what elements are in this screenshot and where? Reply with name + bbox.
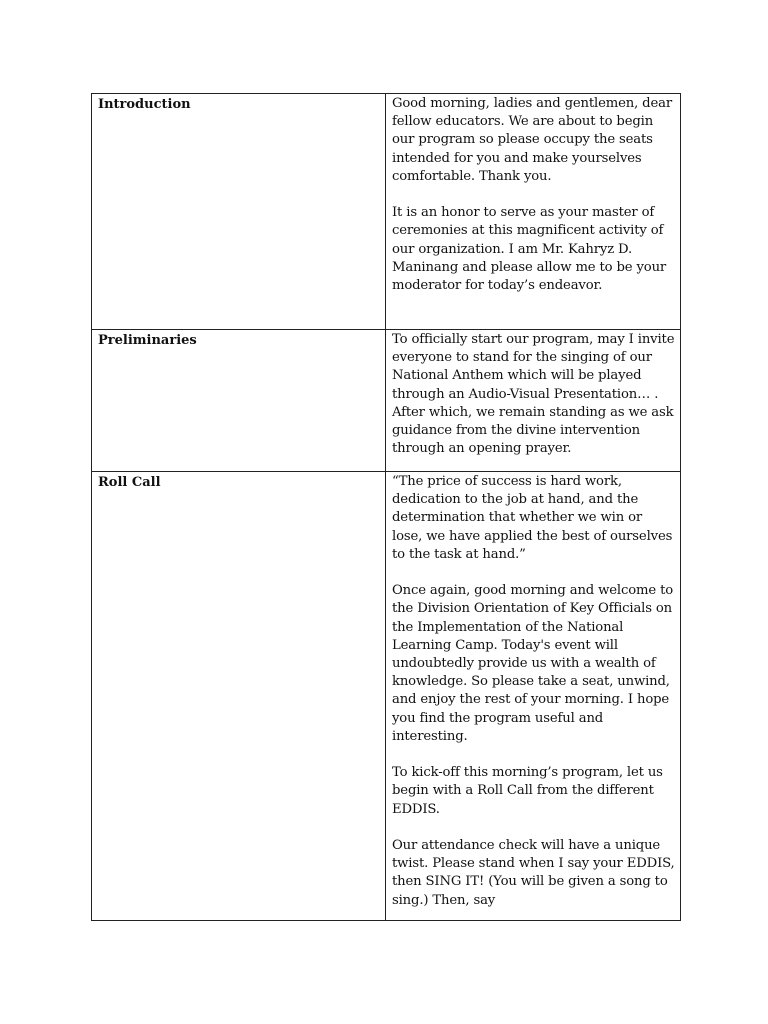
section-label: Introduction	[98, 97, 191, 112]
section-label: Roll Call	[98, 475, 161, 490]
section-text	[386, 330, 680, 458]
section-label-cell	[92, 472, 386, 921]
table-row	[92, 330, 681, 472]
table-row	[92, 472, 681, 921]
paragraph: Our attendance check will have a unique twist. Please stand when I say your EDDIS, then SING IT! (You will be given a song to sing.) Then, say	[392, 838, 675, 908]
program-script-table	[91, 93, 681, 921]
paragraph: It is an honor to serve as your master of ceremonies at this magnificent activity of our organization. I am Mr. Kahryz D. Maninang and please allow me to be your moderator for today’s endeavor.	[392, 205, 667, 294]
section-label: Preliminaries	[98, 333, 197, 348]
table-row	[92, 94, 681, 330]
section-label-cell	[92, 330, 386, 472]
section-text-cell	[386, 94, 681, 330]
paragraph: To officially start our program, may I invite everyone to stand for the singing of our National Anthem which will be played through an Audio-Visual Presentation… . After which, we remain standing as we ask guidance from the divine intervention through an opening prayer.	[392, 332, 675, 457]
paragraph: To kick-off this morning’s program, let us begin with a Roll Call from the different EDDIS.	[392, 765, 663, 817]
section-text-cell	[386, 330, 681, 472]
section-text	[386, 472, 680, 910]
section-text-cell	[386, 472, 681, 921]
section-label-cell	[92, 94, 386, 330]
paragraph: “The price of success is hard work, dedication to the job at hand, and the determination that whether we win or lose, we have applied the best of ourselves to the task at hand.”	[392, 474, 673, 562]
section-text	[386, 94, 680, 295]
paragraph: Once again, good morning and welcome to the Division Orientation of Key Officials on the Implementation of the National Learning Camp. Today's event will undoubtedly provide us with a wealth of knowledge. So please take a seat, unwind, and enjoy the rest of your morning. I hope you find the program useful and interesting.	[392, 583, 674, 744]
paragraph: Good morning, ladies and gentlemen, dear fellow educators. We are about to begin our program so please occupy the seats intended for you and make yourselves comfortable. Thank you.	[392, 96, 672, 184]
